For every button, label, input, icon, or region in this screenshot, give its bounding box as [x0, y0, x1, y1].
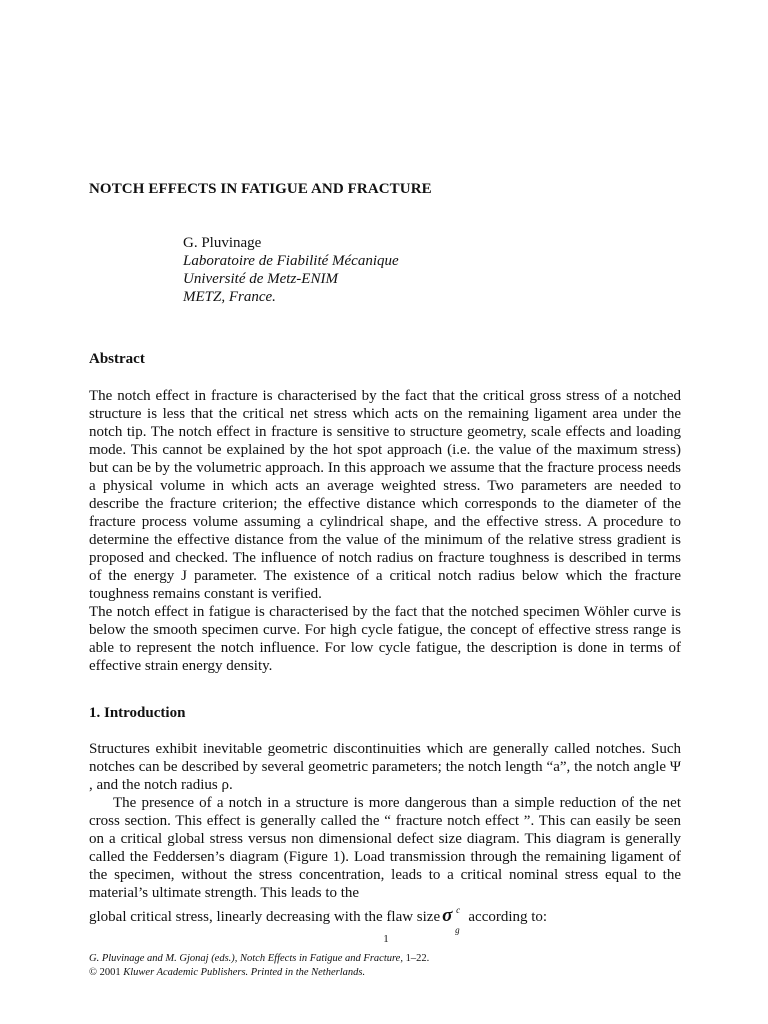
introduction-body [89, 740, 681, 935]
introduction-paragraph: Structures exhibit inevitable geometric discontinuities which are generally called notches. Such notches can be described by several geometric parameters; the notch length “a”, the notch angle Ψ , and the notch radius ρ. [89, 741, 681, 793]
author-name: G. Pluvinage [183, 235, 262, 251]
equation-lead-tail: according to: [468, 909, 548, 925]
page-number: 1 [383, 933, 389, 945]
equation-lead-line [89, 905, 681, 935]
abstract-heading: Abstract [89, 351, 145, 367]
affiliation-line: Université de Metz-ENIM [183, 271, 338, 287]
introduction-heading: 1. Introduction [89, 705, 186, 721]
author-block [183, 234, 399, 306]
footer-citation: G. Pluvinage and M. Gjonaj (eds.), Notch Effects in Fatigue and Fracture, [89, 953, 403, 964]
abstract-paragraph: The notch effect in fatigue is characterised by the fact that the notched specimen Wöhler curve is below the smooth specimen curve. For high cycle fatigue, the concept of effective stress range is able to represent the notch influence. For low cycle fatigue, the description is done in terms of effective strain energy density. [89, 604, 681, 674]
equation-lead-text: global critical stress, linearly decreasing with the flaw size [89, 909, 441, 925]
sigma-glyph: σ [442, 905, 453, 926]
affiliation-line: METZ, France. [183, 289, 276, 305]
paper-title: NOTCH EFFECTS IN FATIGUE AND FRACTURE [89, 181, 432, 197]
footer [89, 952, 429, 980]
affiliation-line: Laboratoire de Fiabilité Mécanique [183, 253, 399, 269]
copyright-symbol: © [89, 967, 97, 978]
footer-publisher: Kluwer Academic Publishers. Printed in the Netherlands. [123, 967, 366, 978]
sigma-symbol [442, 905, 461, 935]
footer-pages: 1–22. [405, 953, 430, 964]
footer-citation-line [89, 952, 429, 966]
footer-copyright-line [89, 966, 429, 980]
footer-year: 2001 [99, 967, 121, 978]
introduction-paragraph: The presence of a notch in a structure is more dangerous than a simple reduction of the net cross section. This effect is generally called the “ fracture notch effect ”. This can easily be seen on a critical global stress versus non dimensional defect size diagram. This diagram is generally called the Feddersen’s diagram (Figure 1). Load transmission through the remaining ligament of the specimen, without the stress concentration, leads to a critical nominal stress equal to the material’s ultimate strength. This leads to the [89, 795, 681, 901]
sigma-superscript: c [456, 905, 461, 915]
abstract-body [89, 387, 681, 675]
sigma-subscript: g [455, 925, 460, 935]
abstract-paragraph: The notch effect in fracture is characterised by the fact that the critical gross stress of a notched structure is less that the critical net stress which acts on the remaining ligament area under the notch tip. The notch effect in fracture is sensitive to structure geometry, scale effects and loading mode. This cannot be explained by the hot spot approach (i.e. the value of the maximum stress) but can be by the volumetric approach. In this approach we assume that the fracture process needs a physical volume in which acts an average weighted stress. Two parameters are needed to describe the fracture criterion; the effective distance which corresponds to the diameter of the fracture process volume assuming a cylindrical shape, and the effective stress. A procedure to determine the effective distance from the value of the minimum of the relative stress gradient is proposed and checked. The influence of notch radius on fracture toughness is described in terms of the energy J parameter. The existence of a critical notch radius below which the fracture toughness remains constant is verified. [89, 388, 681, 602]
